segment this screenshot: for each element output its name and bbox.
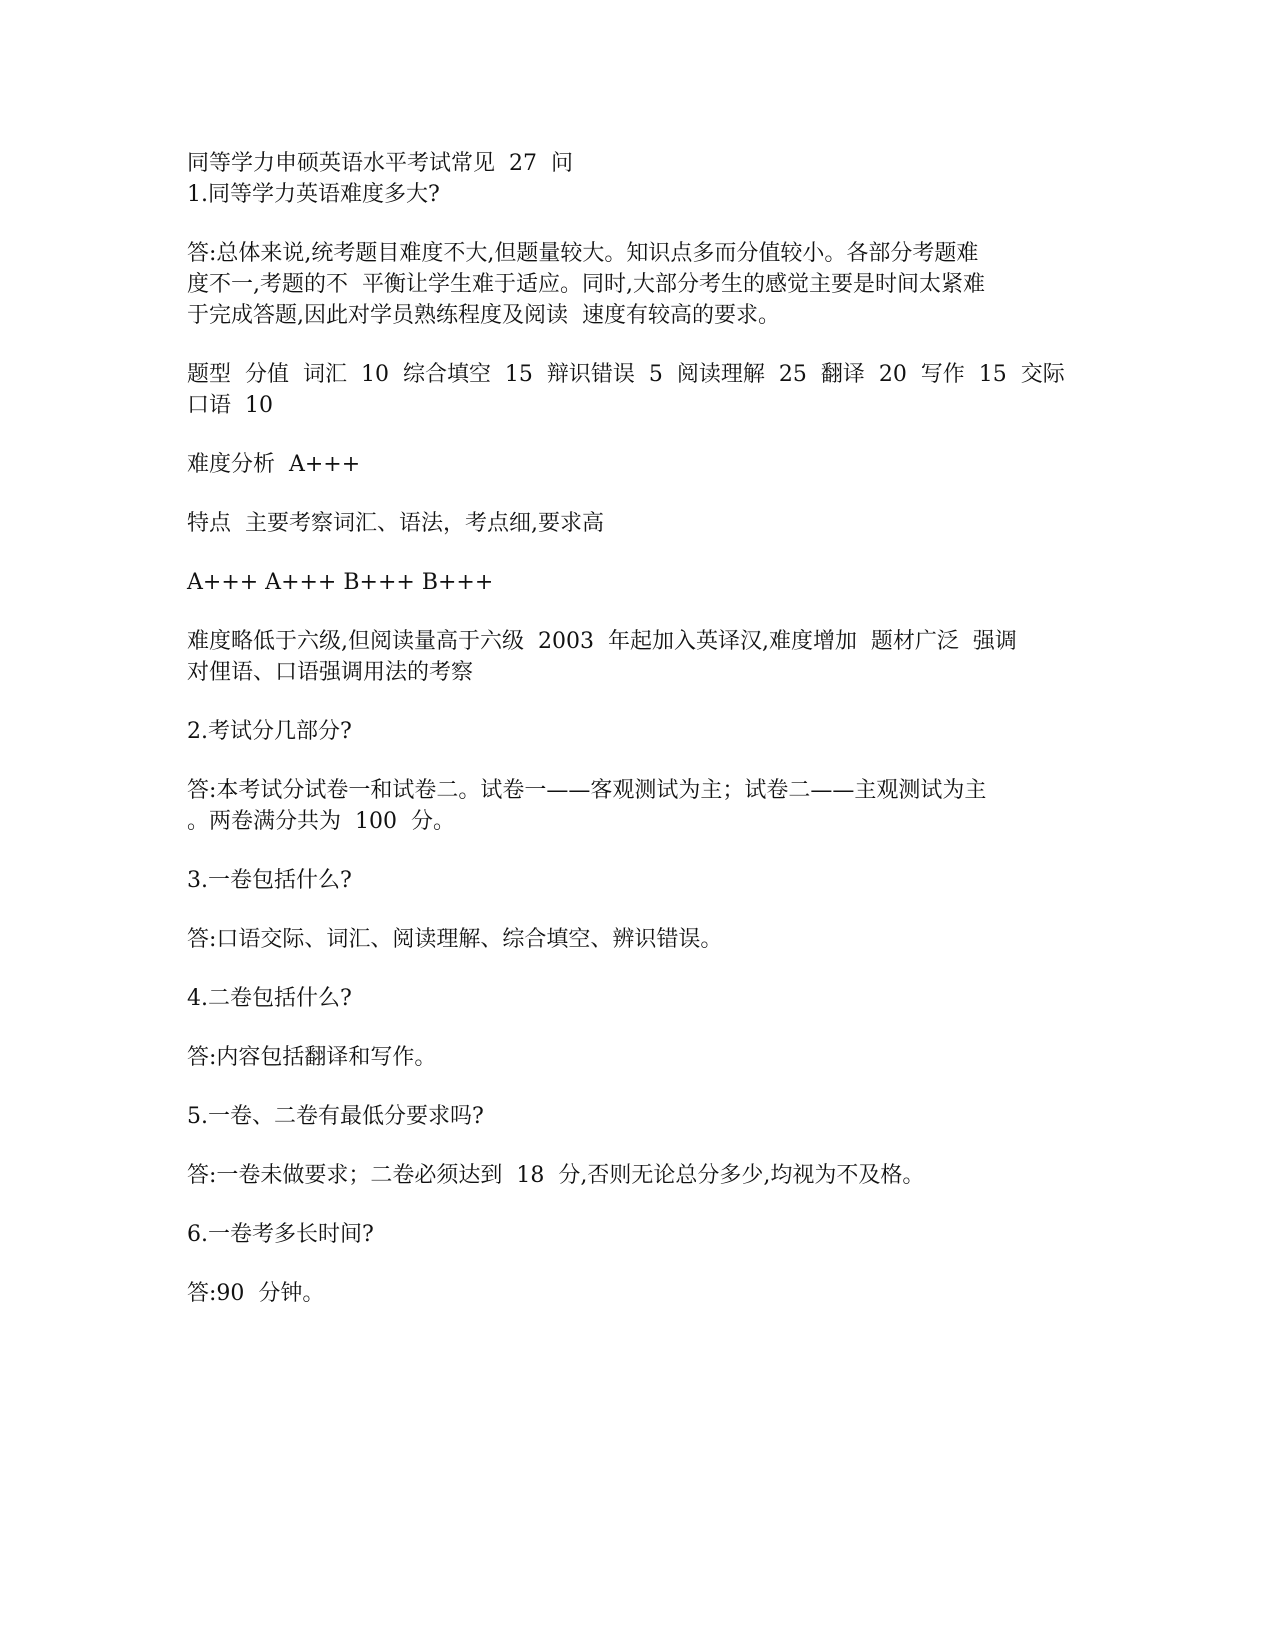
difficulty-analysis xyxy=(187,449,1097,480)
question-5-block xyxy=(187,1101,1097,1132)
answer-1 xyxy=(187,238,1097,331)
difficulty-comparison xyxy=(187,626,1097,688)
score-line-1: 题型 分值 词汇 10 综合填空 15 辩识错误 5 阅读理解 25 翻译 20 写作 15 交际 xyxy=(187,362,1065,387)
question-4: 4.二卷包括什么? xyxy=(187,986,352,1011)
answer-2-line-2: 。两卷满分共为 100 分。 xyxy=(187,809,455,834)
question-4-block xyxy=(187,983,1097,1014)
question-5: 5.一卷、二卷有最低分要求吗? xyxy=(187,1104,484,1129)
question-6: 6.一卷考多长时间? xyxy=(187,1222,374,1247)
answer-1-line-1: 答:总体来说,统考题目难度不大,但题量较大。知识点多而分值较小。各部分考题难 xyxy=(187,241,979,266)
answer-2-line-1: 答:本考试分试卷一和试卷二。试卷一——客观测试为主；试卷二——主观测试为主 xyxy=(187,778,987,803)
compare-line-1: 难度略低于六级,但阅读量高于六级 2003 年起加入英译汉,难度增加 题材广泛 强调 xyxy=(187,629,1017,654)
question-1: 1.同等学力英语难度多大? xyxy=(187,182,440,207)
question-6-block xyxy=(187,1219,1097,1250)
answer-2 xyxy=(187,775,1097,837)
document-title: 同等学力申硕英语水平考试常见 27 问 xyxy=(187,151,573,176)
title-block xyxy=(187,148,1097,210)
answer-6-line: 答:90 分钟。 xyxy=(187,1281,325,1306)
features xyxy=(187,508,1097,539)
features-line: 特点 主要考察词汇、语法，考点细,要求高 xyxy=(187,511,604,536)
answer-5-line: 答:一卷未做要求；二卷必须达到 18 分,否则无论总分多少,均视为不及格。 xyxy=(187,1163,925,1188)
answer-1-line-2: 度不一,考题的不 平衡让学生难于适应。同时,大部分考生的感觉主要是时间太紧难 xyxy=(187,272,985,297)
answer-6 xyxy=(187,1278,1097,1309)
score-distribution xyxy=(187,359,1097,421)
answer-4 xyxy=(187,1042,1097,1073)
question-3: 3.一卷包括什么? xyxy=(187,868,352,893)
question-3-block xyxy=(187,865,1097,896)
compare-line-2: 对俚语、口语强调用法的考察 xyxy=(187,660,474,685)
score-line-2: 口语 10 xyxy=(187,393,273,418)
difficulty-line: 难度分析 A+++ xyxy=(187,452,361,477)
answer-3-line: 答:口语交际、词汇、阅读理解、综合填空、辨识错误。 xyxy=(187,927,723,952)
ratings xyxy=(187,567,1097,598)
ratings-line: A+++ A+++ B+++ B+++ xyxy=(187,570,494,595)
question-2: 2.考试分几部分? xyxy=(187,719,352,744)
document-body xyxy=(187,148,1097,1337)
answer-4-line: 答:内容包括翻译和写作。 xyxy=(187,1045,437,1070)
answer-5 xyxy=(187,1160,1097,1191)
answer-1-line-3: 于完成答题,因此对学员熟练程度及阅读 速度有较高的要求。 xyxy=(187,303,780,328)
question-2-block xyxy=(187,716,1097,747)
answer-3 xyxy=(187,924,1097,955)
